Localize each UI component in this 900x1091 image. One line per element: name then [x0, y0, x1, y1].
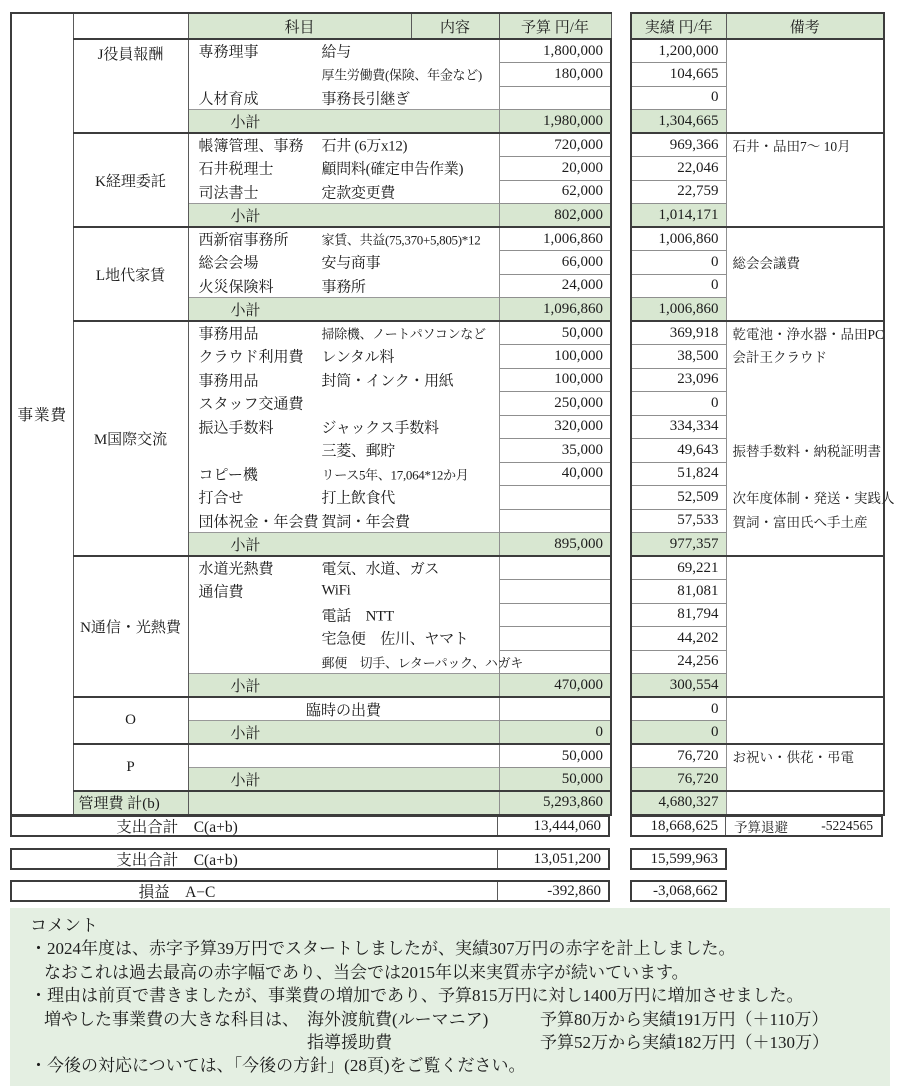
table-gap [611, 462, 631, 486]
total-budget: 13,444,060 [533, 817, 601, 834]
detail-text: 賀詞・年会費 [321, 514, 410, 530]
category-cell: N通信・光熱費 [73, 556, 188, 697]
detail-text: 電気、水道、ガス [321, 561, 440, 578]
subject-detail-cell [188, 392, 499, 416]
detail-text: 給与 [321, 44, 351, 61]
remark-cell [726, 368, 884, 392]
total-left-box [10, 815, 610, 837]
actual-cell: 38,500 [631, 345, 726, 369]
admin-total-row [11, 791, 884, 815]
actual-cell: 334,334 [631, 415, 726, 439]
budget-cell: 50,000 [499, 744, 611, 768]
total-label: 支出合計 C(a+b) [116, 852, 238, 869]
table-gap [611, 721, 631, 745]
total-budget: 13,051,200 [533, 850, 601, 867]
subject-detail-cell [188, 274, 499, 298]
comment-item-name: 海外渡航費(ルーマニア) [307, 1009, 489, 1029]
detail-text: 石井 (6万x12) [321, 138, 408, 155]
table-gap [611, 392, 631, 416]
budget-cell [499, 86, 611, 110]
profit-loss-actual: -3,068,662 [653, 882, 718, 899]
subject-detail-cell [188, 580, 499, 604]
comment-line [10, 1031, 890, 1054]
subject-detail-cell [188, 63, 499, 87]
table-gap [611, 157, 631, 181]
comment-box [10, 908, 890, 1086]
remark-cell: 次年度体制・発送・実践人 [726, 486, 884, 510]
detail-text: レンタル料 [321, 349, 395, 366]
detail-text: 宅急便 佐川、ヤマト [321, 631, 469, 648]
total-remark-cell [725, 817, 881, 835]
subject-text: 西新宿事務所 [198, 232, 289, 249]
expense-row [11, 556, 884, 580]
actual-cell: 0 [631, 392, 726, 416]
table-gap [611, 439, 631, 463]
detail-text: 電話 NTT [321, 608, 394, 625]
category-cell: K経理委託 [73, 133, 188, 227]
section-label: 事業費 [17, 406, 67, 424]
remark-cell: 乾電池・浄水器・品田PC [726, 321, 884, 345]
comment-item-value: 予算80万から実績191万円（＋110万） [540, 1009, 829, 1029]
budget-cell: 250,000 [499, 392, 611, 416]
total-right-box [630, 815, 883, 837]
actual-cell: 51,824 [631, 462, 726, 486]
subject-detail-cell [188, 744, 499, 768]
actual-cell: 44,202 [631, 627, 726, 651]
section-label-cell [11, 13, 73, 815]
actual-cell: 0 [631, 251, 726, 275]
remark-cell [726, 157, 884, 181]
table-gap [611, 509, 631, 533]
subtotal-actual-cell: 1,006,860 [631, 298, 726, 322]
total-label-cell [12, 882, 498, 900]
actual-cell: 0 [631, 86, 726, 110]
budget-cell: 100,000 [499, 368, 611, 392]
budget-cell: 1,800,000 [499, 39, 611, 63]
table-gap [611, 39, 631, 63]
subject-text: 事務用品 [198, 373, 259, 390]
detail-text: 定款変更費 [321, 185, 396, 201]
admin-total-actual-cell: 4,680,327 [631, 791, 726, 815]
subtotal-actual-cell: 1,304,665 [631, 110, 726, 134]
subject-detail-cell [188, 462, 499, 486]
subtotal-label-cell: 小計 [188, 298, 499, 322]
category-cell: J役員報酬 [73, 39, 188, 133]
subtotal-actual-cell: 977,357 [631, 533, 726, 557]
budget-cell: 24,000 [499, 274, 611, 298]
table-gap [611, 13, 631, 39]
actual-cell: 52,509 [631, 486, 726, 510]
total-row-1 [10, 815, 883, 837]
detail-text: 郵便 切手、レターパック、ハガキ [321, 655, 524, 670]
budget-cell: 35,000 [499, 439, 611, 463]
detail-text: 事務所 [321, 279, 366, 295]
subtotal-budget-cell: 1,096,860 [499, 298, 611, 322]
subtotal-budget-cell: 802,000 [499, 204, 611, 228]
actual-cell: 22,046 [631, 157, 726, 181]
subject-detail-cell [188, 321, 499, 345]
header-budget: 予算 円/年 [499, 13, 611, 39]
subtotal-budget-cell: 0 [499, 721, 611, 745]
budget-cell: 180,000 [499, 63, 611, 87]
subtotal-actual-cell: 300,554 [631, 674, 726, 698]
remark-cell [726, 86, 884, 110]
category-cell: M国際交流 [73, 321, 188, 556]
actual-cell: 76,720 [631, 744, 726, 768]
expense-row [11, 133, 884, 157]
budget-cell: 1,006,860 [499, 227, 611, 251]
subtotal-label-cell: 小計 [188, 204, 499, 228]
expense-row [11, 39, 884, 63]
actual-cell: 57,533 [631, 509, 726, 533]
comment-item-value: 予算52万から実績182万円（＋130万） [540, 1032, 829, 1052]
detail-text: WiFi [321, 582, 351, 599]
admin-total-label-cell: 管理費 計(b) [73, 791, 188, 815]
budget-cell: 66,000 [499, 251, 611, 275]
subject-text: 石井税理士 [198, 161, 274, 178]
total-right-box [630, 848, 727, 870]
subject-text: 専務理事 [198, 44, 259, 61]
subtotal-actual-cell: 0 [631, 721, 726, 745]
subject-text: コピー機 [198, 467, 258, 484]
table-gap [611, 580, 631, 604]
total-remark-value: -5224565 [821, 818, 873, 833]
subject-text: クラウド利用費 [198, 349, 304, 366]
table-gap [611, 768, 631, 792]
subject-detail-cell [188, 86, 499, 110]
detail-text: 事務長引継ぎ [321, 91, 410, 107]
subject-detail-cell: 臨時の出費 [188, 697, 499, 721]
remark-cell [726, 650, 884, 674]
budget-cell [499, 486, 611, 510]
category-cell: L地代家賃 [73, 227, 188, 321]
header-remark: 備考 [726, 13, 884, 39]
header-actual: 実績 円/年 [631, 13, 726, 39]
category-cell: P [73, 744, 188, 791]
subject-detail-cell [188, 368, 499, 392]
total-label-cell [12, 817, 498, 835]
budget-cell [499, 556, 611, 580]
subject-detail-cell [188, 439, 499, 463]
expense-row [11, 321, 884, 345]
subject-detail-cell [188, 415, 499, 439]
remark-cell [726, 227, 884, 251]
total-left-box [10, 848, 610, 870]
header-blank-cell [73, 13, 188, 39]
subject-detail-cell [188, 157, 499, 181]
remark-cell: 会計王クラウド [726, 345, 884, 369]
table-header-row [11, 13, 884, 39]
actual-cell: 81,081 [631, 580, 726, 604]
actual-cell: 81,794 [631, 603, 726, 627]
subject-text: 事務用品 [198, 326, 259, 343]
subtotal-budget-cell: 895,000 [499, 533, 611, 557]
comment-line: ・2024年度は、赤字予算39万円でスタートしましたが、実績307万円の赤字を計上しました。 [30, 939, 736, 959]
table-gap [611, 345, 631, 369]
subtotal-label-cell: 小計 [188, 721, 499, 745]
subject-detail-cell [188, 603, 499, 627]
remark-cell [726, 627, 884, 651]
table-gap [611, 321, 631, 345]
table-gap [611, 791, 631, 815]
expense-row [11, 744, 884, 768]
subtotal-actual-cell: 76,720 [631, 768, 726, 792]
comment-line: ・理由は前頁で書きましたが、事業費の増加であり、予算815万円に対し1400万円に増加させました。 [30, 986, 804, 1006]
budget-cell: 50,000 [499, 321, 611, 345]
table-gap [611, 110, 631, 134]
table-gap [611, 486, 631, 510]
actual-cell: 1,200,000 [631, 39, 726, 63]
remark-cell [726, 791, 884, 815]
remark-cell [726, 768, 884, 792]
actual-cell: 0 [631, 274, 726, 298]
budget-cell: 100,000 [499, 345, 611, 369]
comment-line: ・今後の対応については、「今後の方針」(28頁)をご覧ください。 [30, 1056, 526, 1076]
comment-item-name: 指導援助費 [307, 1032, 392, 1052]
total-actual: 18,668,625 [650, 817, 718, 834]
subject-text: 通信費 [198, 584, 244, 601]
remark-cell [726, 63, 884, 87]
remark-cell: 総会会議費 [726, 251, 884, 275]
remark-cell [726, 180, 884, 204]
table-gap [611, 697, 631, 721]
budget-cell [499, 697, 611, 721]
admin-total-spacer-cell [188, 791, 499, 815]
table-gap [611, 274, 631, 298]
remark-cell [726, 110, 884, 134]
total-label-cell [12, 850, 498, 868]
remark-cell [726, 392, 884, 416]
budget-cell [499, 509, 611, 533]
subject-text: スタッフ交通費 [198, 396, 304, 413]
remark-cell [726, 462, 884, 486]
total-row-2 [10, 848, 727, 870]
detail-text: 三菱、郵貯 [321, 443, 396, 460]
remark-cell: 賀詞・富田氏へ手土産 [726, 509, 884, 533]
remark-cell [726, 603, 884, 627]
subtotal-budget-cell: 1,980,000 [499, 110, 611, 134]
subject-text: 水道光熱費 [198, 561, 274, 578]
subject-text: 人材育成 [198, 91, 259, 107]
actual-cell: 369,918 [631, 321, 726, 345]
total-remark-label: 予算退避 [734, 820, 788, 835]
subject-detail-cell [188, 509, 499, 533]
total-label: 支出合計 C(a+b) [116, 819, 238, 836]
subtotal-budget-cell: 50,000 [499, 768, 611, 792]
subject-text: 司法書士 [198, 185, 259, 201]
budget-cell [499, 627, 611, 651]
total-right-box [630, 880, 727, 902]
actual-cell: 969,366 [631, 133, 726, 157]
subject-text: 打合せ [198, 490, 244, 507]
category-cell: O [73, 697, 188, 744]
comment-line: 増やした事業費の大きな科目は、 海外渡航費(ルーマニア) 予算80万から実績191万円（＋110万） [10, 1008, 890, 1031]
subject-detail-cell [188, 180, 499, 204]
actual-cell: 104,665 [631, 63, 726, 87]
table-gap [611, 603, 631, 627]
expense-row [11, 227, 884, 251]
remark-cell [726, 274, 884, 298]
table-gap [611, 368, 631, 392]
budget-cell: 20,000 [499, 157, 611, 181]
budget-cell: 320,000 [499, 415, 611, 439]
detail-text: 安与商事 [321, 255, 381, 272]
table-gap [611, 415, 631, 439]
remark-cell [726, 204, 884, 228]
table-gap [611, 533, 631, 557]
detail-text: 打上飲食代 [321, 490, 396, 507]
subject-detail-cell [188, 345, 499, 369]
table-gap [611, 298, 631, 322]
budget-cell [499, 603, 611, 627]
subtotal-actual-cell: 1,014,171 [631, 204, 726, 228]
actual-cell: 69,221 [631, 556, 726, 580]
subtotal-label-cell: 小計 [188, 533, 499, 557]
remark-cell [726, 298, 884, 322]
detail-text: ジャックス手数料 [321, 420, 439, 437]
subject-detail-cell [188, 251, 499, 275]
remark-cell [726, 674, 884, 698]
profit-loss-row [10, 880, 727, 902]
subject-detail-cell [188, 486, 499, 510]
total-actual: 15,599,963 [650, 850, 718, 867]
actual-cell: 49,643 [631, 439, 726, 463]
subject-text: 振込手数料 [198, 420, 274, 437]
total-left-box [10, 880, 610, 902]
subject-detail-cell [188, 227, 499, 251]
remark-cell: 振替手数料・納税証明書 [726, 439, 884, 463]
subtotal-label-cell: 小計 [188, 674, 499, 698]
remark-cell [726, 697, 884, 721]
table-gap [611, 556, 631, 580]
header-subject: 科目 [188, 13, 411, 39]
actual-cell: 24,256 [631, 650, 726, 674]
remark-cell [726, 556, 884, 580]
actual-cell: 23,096 [631, 368, 726, 392]
table-gap [611, 674, 631, 698]
detail-text: 顧問料(確定申告作業) [321, 161, 464, 178]
table-gap [611, 627, 631, 651]
budget-cell: 720,000 [499, 133, 611, 157]
detail-text: 厚生労働費(保険、年金など) [321, 67, 482, 83]
subject-text: 火災保険料 [198, 279, 274, 295]
table-gap [611, 63, 631, 87]
remark-cell [726, 580, 884, 604]
subject-text: 帳簿管理、事務 [198, 138, 304, 155]
budget-cell: 40,000 [499, 462, 611, 486]
actual-cell: 0 [631, 697, 726, 721]
table-gap [611, 204, 631, 228]
expense-table [10, 12, 895, 816]
remark-cell [726, 721, 884, 745]
remark-cell [726, 533, 884, 557]
subject-detail-cell [188, 556, 499, 580]
admin-total-budget-cell: 5,293,860 [499, 791, 611, 815]
subtotal-label-cell: 小計 [188, 110, 499, 134]
subject-text: 総会会場 [198, 255, 259, 272]
header-detail: 内容 [411, 13, 499, 39]
subject-detail-cell [188, 39, 499, 63]
actual-cell: 1,006,860 [631, 227, 726, 251]
detail-text: 掃除機、ノートパソコンなど [321, 326, 486, 342]
subject-detail-cell [188, 627, 499, 651]
profit-loss-label: 損益 A−C [138, 884, 216, 901]
table-gap [611, 744, 631, 768]
budget-cell [499, 580, 611, 604]
table-gap [611, 180, 631, 204]
profit-loss-budget: -392,860 [547, 882, 601, 899]
table-gap [611, 227, 631, 251]
subtotal-label-cell: 小計 [188, 768, 499, 792]
detail-text: 家賃、共益(75,370+5,805)*12 [321, 232, 481, 248]
table-gap [611, 251, 631, 275]
budget-cell: 62,000 [499, 180, 611, 204]
remark-cell: お祝い・供花・弔電 [726, 744, 884, 768]
table-gap [611, 650, 631, 674]
remark-cell [726, 39, 884, 63]
subject-detail-cell [188, 133, 499, 157]
subtotal-budget-cell: 470,000 [499, 674, 611, 698]
table-gap [611, 133, 631, 157]
subject-detail-cell [188, 650, 524, 674]
table-gap [611, 86, 631, 110]
remark-cell [726, 415, 884, 439]
actual-cell: 22,759 [631, 180, 726, 204]
detail-text: 封筒・インク・用紙 [321, 373, 454, 390]
detail-text: リース5年、17,064*12か月 [321, 467, 469, 483]
expense-row [11, 697, 884, 721]
subject-text: 団体祝金・年会費 [198, 514, 319, 530]
remark-cell: 石井・品田7〜 10月 [726, 133, 884, 157]
comment-line: なおこれは過去最高の赤字幅であり、当会では2015年以来実質赤字が続いています。 [44, 962, 689, 982]
comment-title: コメント [30, 916, 98, 935]
